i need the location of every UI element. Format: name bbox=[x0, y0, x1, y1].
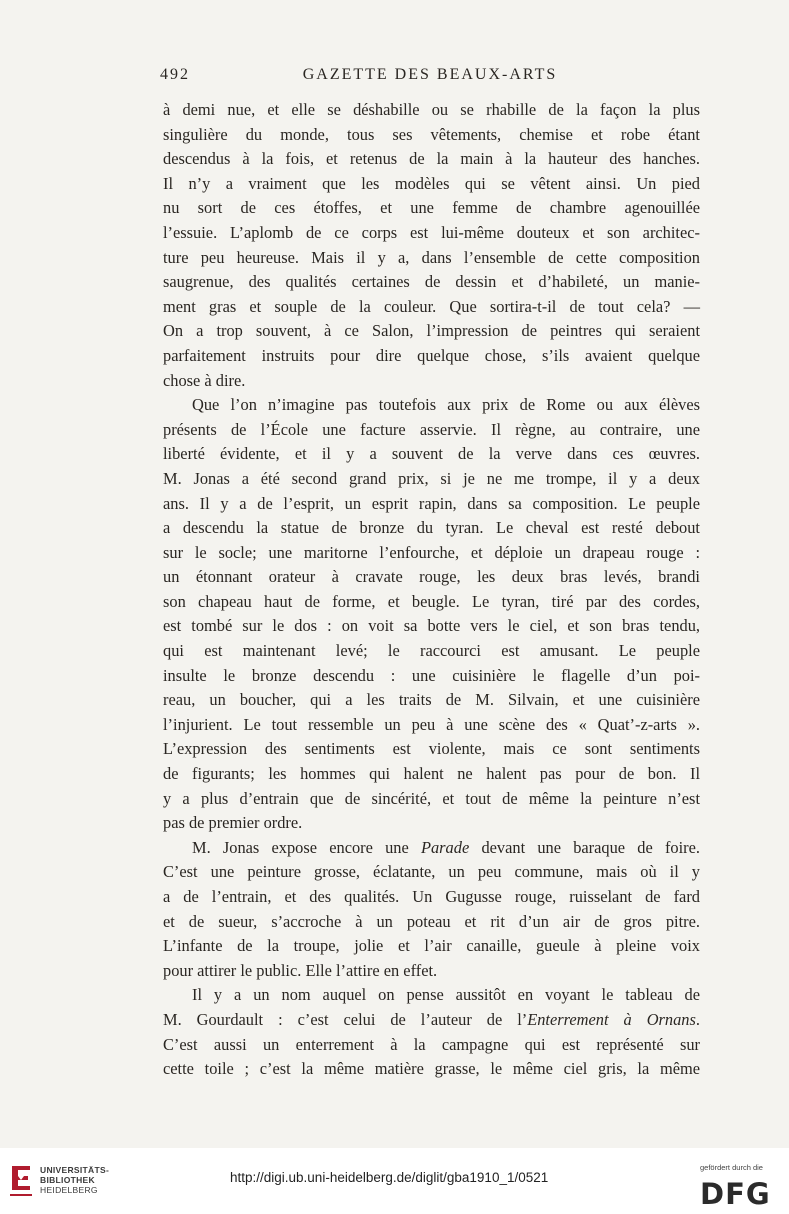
paragraph-start-line: Que l’on n’imagine pas toutefois aux prix de Rome ou aux élèves bbox=[192, 395, 700, 415]
text-line: l’injurient. Le tout ressemble un peu à une scène des « Quat’-z-arts ». bbox=[163, 714, 700, 734]
library-name-line: UNIVERSITÄTS- bbox=[40, 1165, 110, 1175]
paragraph-end-line: pour attirer le public. Elle l’attire en effet. bbox=[163, 960, 438, 980]
paragraph-start-line: Il y a un nom auquel on pense aussitôt en voyant le tableau de bbox=[192, 985, 700, 1005]
text-line bbox=[163, 1008, 700, 1033]
line-segment: devant une baraque de foire. bbox=[469, 837, 700, 857]
text-line: singulière du monde, tous ses vêtements, chemise et robe étant bbox=[163, 124, 700, 144]
text-line: de figurants; les hommes qui halent ne halent pas pour de bon. Il bbox=[163, 764, 700, 784]
text-line: M. Jonas a été second grand prix, si je ne me trompe, il y a deux bbox=[163, 468, 700, 488]
article-text bbox=[163, 98, 700, 1082]
text-line: L’infante de la troupe, jolie et l’air canaille, gueule à pleine voix bbox=[163, 936, 700, 956]
text-line: son chapeau haut de forme, et beugle. Le tyran, tiré par des cordes, bbox=[163, 591, 700, 611]
text-line: C’est une peinture grosse, éclatante, un peu commune, mais où il y bbox=[163, 862, 700, 882]
text-line: saugrenue, des qualités certaines de dessin et d’habileté, un manie- bbox=[163, 272, 700, 292]
text-line: insulte le bronze descendu : une cuisinière le flagelle d’un poi- bbox=[163, 665, 700, 685]
library-name-line: HEIDELBERG bbox=[40, 1185, 98, 1195]
text-line: nu sort de ces étoffes, et une femme de chambre agenouillée bbox=[163, 198, 700, 218]
text-line: sur le socle; une maritorne l’enfourche, et déploie un drapeau rouge : bbox=[163, 542, 700, 562]
text-line: à demi nue, et elle se déshabille ou se rhabille de la façon la plus bbox=[163, 100, 700, 119]
source-url-link[interactable]: http://digi.ub.uni-heidelberg.de/diglit/gba1910_1/0521 bbox=[230, 1170, 549, 1185]
text-line: qui est maintenant levé; le raccourci est amusant. Le peuple bbox=[163, 641, 700, 661]
line-segment: . bbox=[695, 1009, 700, 1029]
journal-title: GAZETTE DES BEAUX-ARTS bbox=[302, 66, 558, 83]
text-line: a descendu la statue de bronze du tyran. Le cheval est resté debout bbox=[163, 518, 700, 538]
text-line: descendus à la fois, et retenus de la main à la hauteur des hanches. bbox=[163, 149, 700, 169]
text-line: est tombé sur le dos : on voit sa botte vers le ciel, et son bras tendu, bbox=[163, 616, 700, 636]
text-line: liberté évidente, et il y a souvent de la verve dans ces œuvres. bbox=[163, 444, 700, 464]
text-line: ment gras et souple de la couleur. Que sortira-t-il de tout cela? — bbox=[163, 296, 700, 316]
text-line: cette toile ; c’est la même matière grasse, le même ciel gris, la même bbox=[163, 1059, 700, 1079]
library-name bbox=[40, 1165, 109, 1195]
text-line: reau, un boucher, qui a les traits de M. Silvain, et une cuisinière bbox=[163, 690, 700, 710]
paragraph-end-line: pas de premier ordre. bbox=[163, 813, 303, 833]
text-line: a de l’entrain, et des qualités. Un Gugusse rouge, ruisselant de fard bbox=[163, 887, 700, 906]
text-line: Il n’y a vraiment que les modèles qui se vêtent ainsi. Un pied bbox=[163, 173, 700, 193]
text-line: ture peu heureuse. Mais il y a, dans l’ensemble de cette composition bbox=[163, 247, 700, 267]
paragraph-start-line bbox=[163, 836, 700, 861]
funder-caption: gefördert durch die bbox=[700, 1163, 763, 1172]
library-name-line: BIBLIOTHEK bbox=[40, 1175, 95, 1185]
page-number: 492 bbox=[160, 66, 190, 83]
university-library-logo-icon bbox=[8, 1164, 34, 1198]
text-line: un étonnant orateur à cravate rouge, les deux bras levés, brandi bbox=[163, 567, 700, 587]
text-line: et de sueur, s’accroche à un poteau et rit d’un air de gros pitre. bbox=[163, 911, 700, 931]
digitization-footer bbox=[0, 1148, 789, 1214]
text-line: C’est aussi un enterrement à la campagne qui est représenté sur bbox=[163, 1034, 700, 1054]
text-line: L’expression des sentiments est violente, mais ce sont sentiments bbox=[163, 739, 700, 759]
artwork-title-enterrement: Enterrement à Ornans bbox=[527, 1009, 696, 1029]
paragraph-end-line: chose à dire. bbox=[163, 370, 246, 390]
text-line: présents de l’École une facture asservie. Il règne, au contraire, une bbox=[163, 419, 700, 439]
text-line: ans. Il y a de l’esprit, un esprit rapin, dans sa composition. Le peuple bbox=[163, 493, 700, 513]
text-line: y a plus d’entrain que de sincérité, et tout de même la peinture n’est bbox=[163, 788, 700, 808]
text-line: parfaitement instruits pour dire quelque chose, s’ils avaient quelque bbox=[163, 345, 700, 365]
line-segment: M. Jonas expose encore une bbox=[192, 837, 421, 857]
line-segment: M. Gourdault : c’est celui de l’auteur de l’ bbox=[163, 1009, 528, 1029]
text-line: l’essuie. L’aplomb de ce corps est lui-même douteux et son architec- bbox=[163, 222, 700, 242]
running-head bbox=[160, 66, 700, 86]
dfg-logo: DFG bbox=[700, 1177, 771, 1211]
text-line: On a trop souvent, à ce Salon, l’impression de peintres qui seraient bbox=[163, 321, 700, 341]
artwork-title-parade: Parade bbox=[420, 837, 470, 857]
